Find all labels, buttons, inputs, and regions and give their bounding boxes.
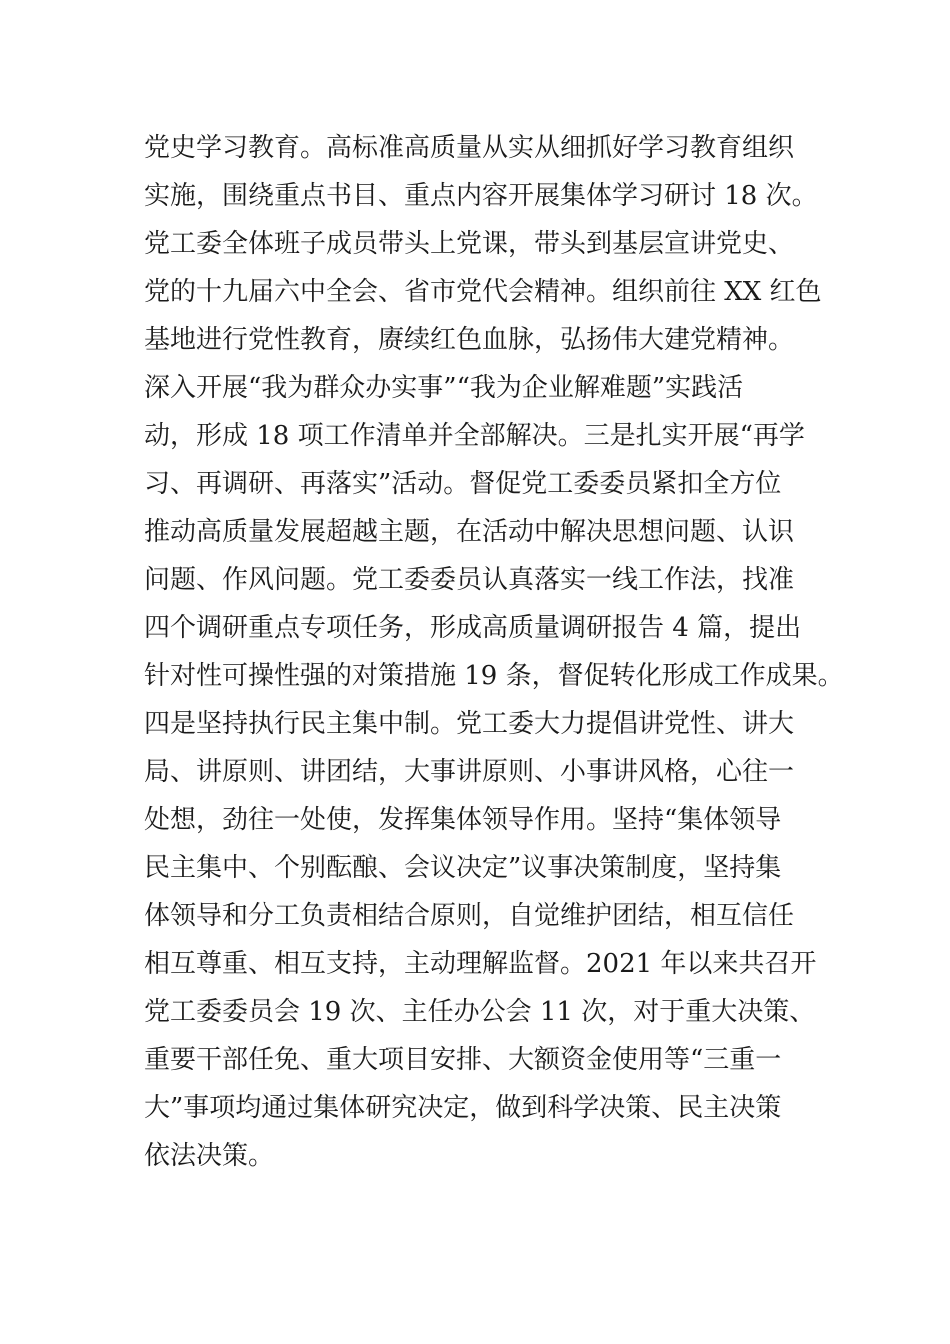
- text-line: 动，形成 18 项工作清单并全部解决。三是扎实开展“再学: [144, 421, 805, 451]
- text-line: 党的十九届六中全会、省市党代会精神。组织前往 XX 红色: [144, 277, 822, 307]
- text-line: 问题、作风问题。党工委委员认真落实一线工作法，找准: [144, 565, 795, 595]
- text-line: 体领导和分工负责相结合原则，自觉维护团结，相互信任: [144, 901, 795, 931]
- text-line: 基地进行党性教育，赓续红色血脉，弘扬伟大建党精神。: [144, 325, 795, 355]
- text-line: 实施，围绕重点书目、重点内容开展集体学习研讨 18 次。: [144, 181, 818, 211]
- text-line: 习、再调研、再落实”活动。督促党工委委员紧扣全方位: [144, 469, 782, 499]
- text-line: 大”事项均通过集体研究决定，做到科学决策、民主决策: [144, 1093, 782, 1123]
- text-line: 重要干部任免、重大项目安排、大额资金使用等“三重一: [144, 1045, 782, 1075]
- text-line: 党工委委员会 19 次、主任办公会 11 次，对于重大决策、: [144, 997, 816, 1027]
- text-line: 党工委全体班子成员带头上党课，带头到基层宣讲党史、: [144, 229, 795, 259]
- text-line: 民主集中、个别酝酿、会议决定”议事决策制度，坚持集: [144, 853, 782, 883]
- text-line: 推动高质量发展超越主题，在活动中解决思想问题、认识: [144, 517, 795, 547]
- text-line: 针对性可操性强的对策措施 19 条，督促转化形成工作成果。: [144, 661, 844, 691]
- text-line: 深入开展“我为群众办实事”“我为企业解难题”实践活: [144, 373, 744, 403]
- text-line: 四个调研重点专项任务，形成高质量调研报告 4 篇，提出: [144, 613, 802, 643]
- text-line: 相互尊重、相互支持，主动理解监督。2021 年以来共召开: [144, 949, 817, 979]
- text-line: 依法决策。: [144, 1141, 275, 1171]
- text-line: 局、讲原则、讲团结，大事讲原则、小事讲风格，心往一: [144, 757, 795, 787]
- text-line: 处想，劲往一处使，发挥集体领导作用。坚持“集体领导: [144, 805, 782, 835]
- text-line: 四是坚持执行民主集中制。党工委大力提倡讲党性、讲大: [144, 709, 795, 739]
- text-line: 党史学习教育。高标准高质量从实从细抓好学习教育组织: [144, 133, 795, 163]
